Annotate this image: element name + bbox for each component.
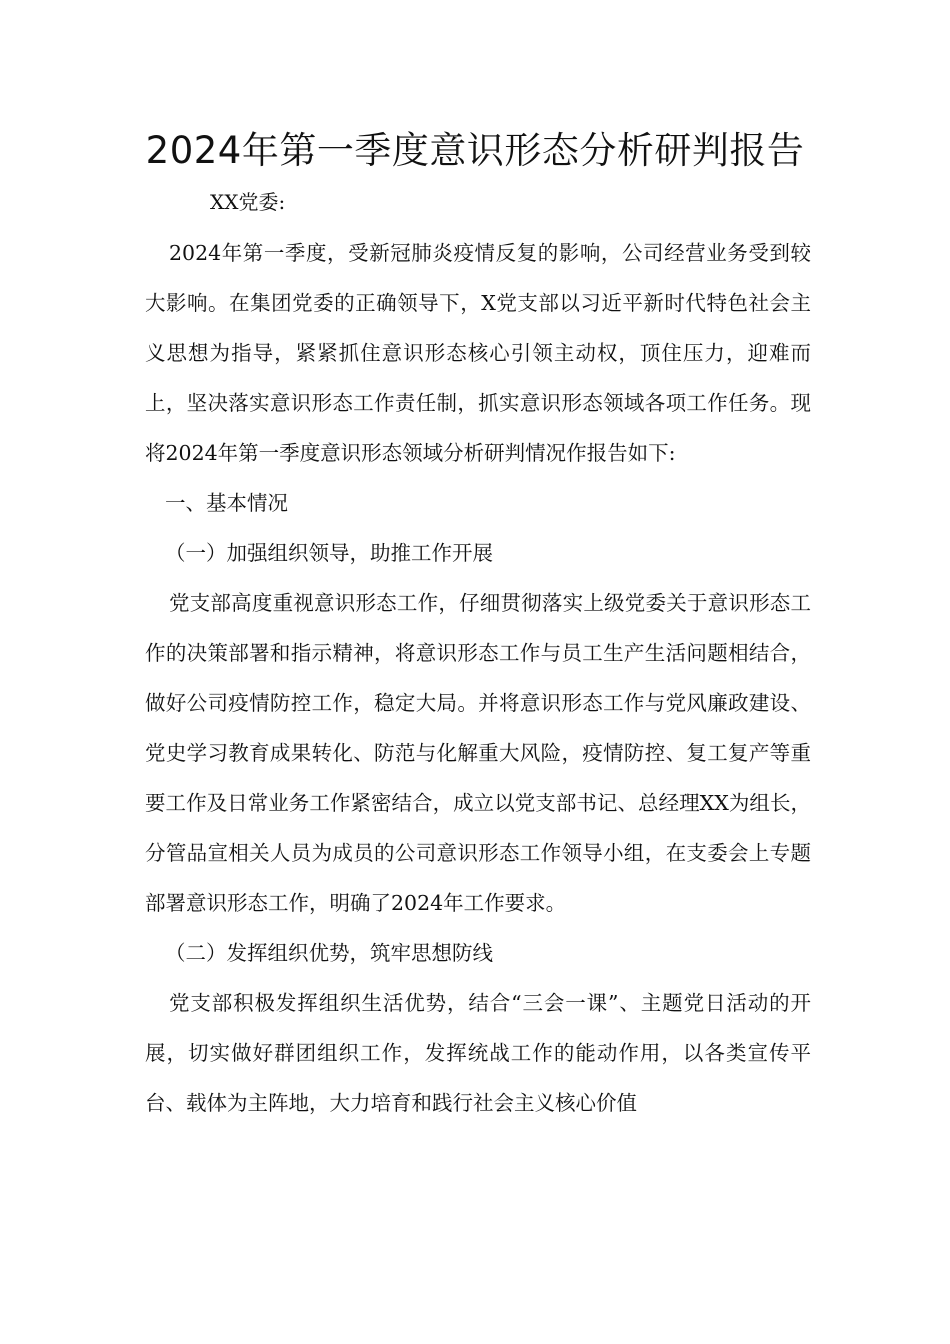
salutation: XX党委: [210, 190, 286, 214]
subsection-1-paragraph: 党支部高度重视意识形态工作，仔细贯彻落实上级党委关于意识形态工作的决策部署和指示精神，将意识形态工作与员工生产生活问题相结合，做好公司疫情防控工作，稳定大局。并将意识形态工作与党风廉政建设、党史学习教育成果转化、防范与化解重大风险，疫情防控、复工复产等重要工作及日常业务工作紧密结合，成立以党支部书记、总经理XX为组长，分管品宣相关人员为成员的公司意识形态工作领导小组，在支委会上专题部署意识形态工作，明确了2024年工作要求。 [145, 591, 811, 915]
section-heading-basic-situation: 一、基本情况 [165, 491, 288, 515]
document-body [145, 228, 811, 1128]
document-title: 2024年第一季度意识形态分析研判报告 [145, 129, 805, 172]
subsection-heading-1: （一）加强组织领导，助推工作开展 [165, 541, 493, 565]
subsection-heading-2: （二）发挥组织优势，筑牢思想防线 [165, 941, 493, 965]
subsection-2-paragraph: 党支部积极发挥组织生活优势，结合“三会一课”、主题党日活动的开展，切实做好群团组织工作，发挥统战工作的能动作用，以各类宣传平台、载体为主阵地，大力培育和践行社会主义核心价值 [145, 991, 811, 1115]
intro-paragraph: 2024年第一季度，受新冠肺炎疫情反复的影响，公司经营业务受到较大影响。在集团党委的正确领导下，X党支部以习近平新时代特色社会主义思想为指导，紧紧抓住意识形态核心引领主动权，顶住压力，迎难而上，坚决落实意识形态工作责任制，抓实意识形态领域各项工作任务。现将2024年第一季度意识形态领域分析研判情况作报告如下: [145, 241, 811, 465]
